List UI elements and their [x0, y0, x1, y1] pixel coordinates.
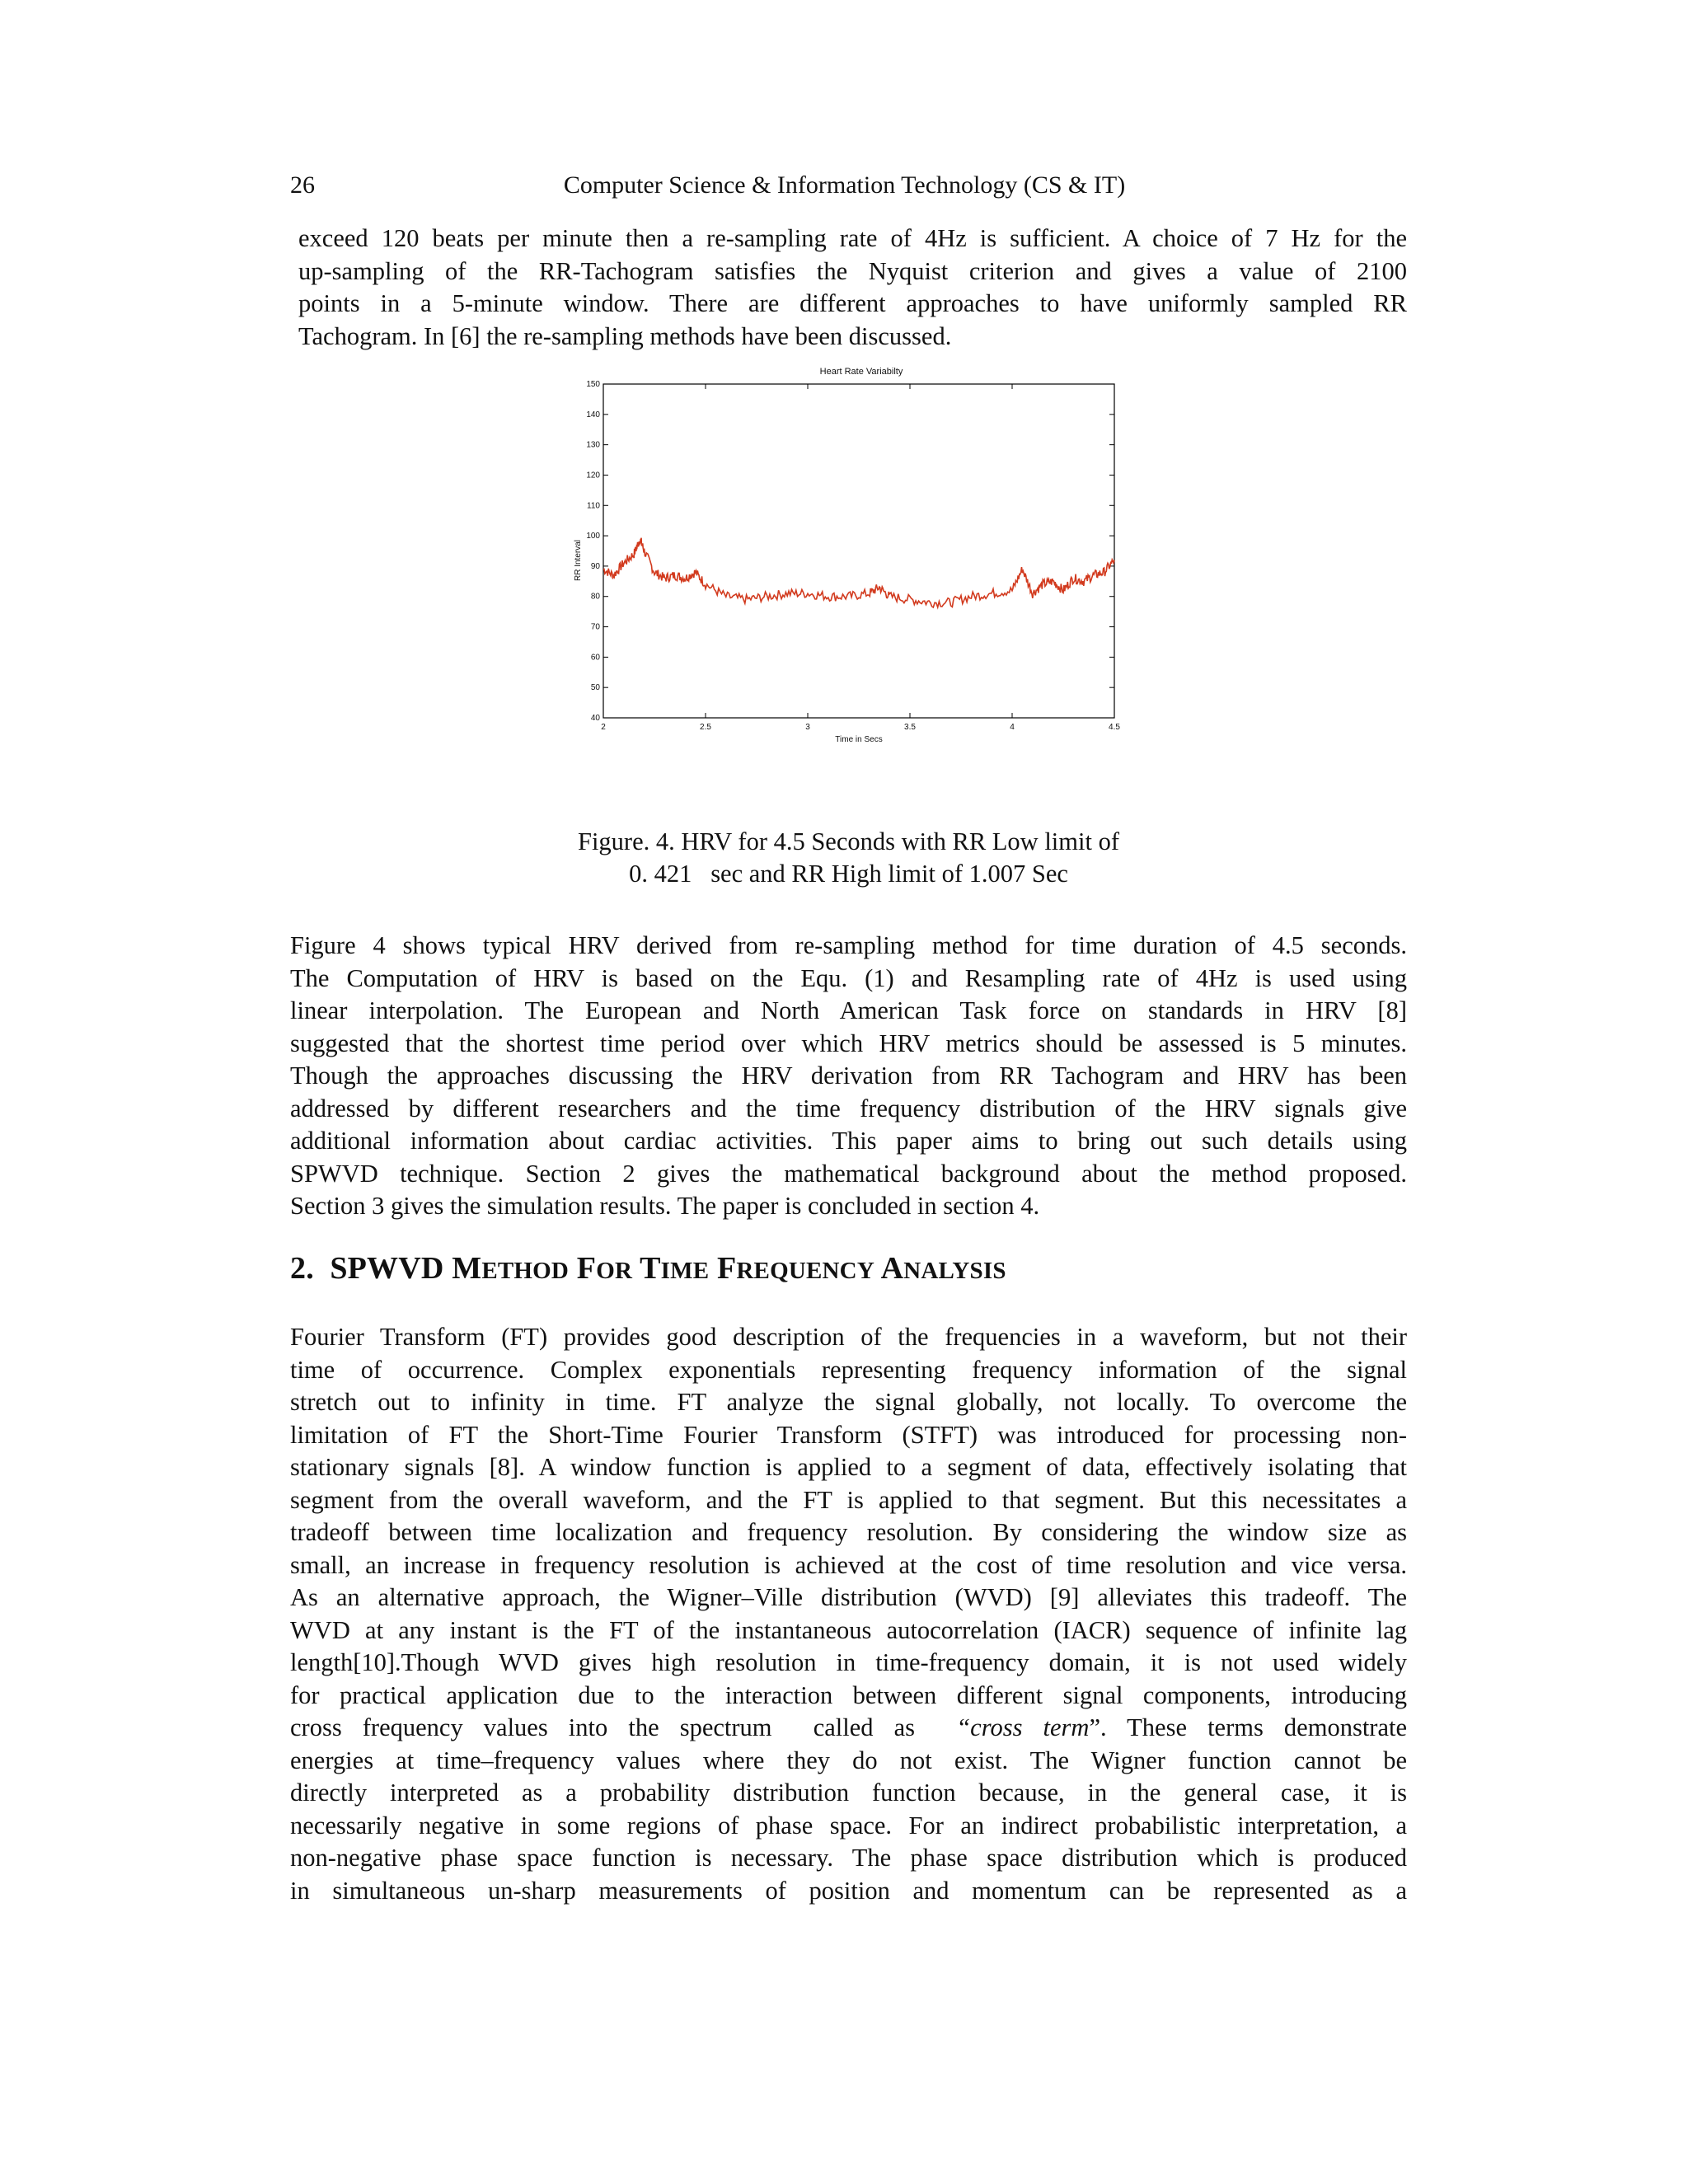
- y-tick-label: 130: [586, 440, 600, 450]
- text-line: stationary signals [8]. A window function is applied to a segment of data, effectively isolating that: [290, 1453, 1407, 1481]
- text-line: time of occurrence. Complex exponentials representing frequency information of the signal: [290, 1355, 1407, 1384]
- text-line: non-negative phase space function is necessary. The phase space distribution which is produced: [290, 1844, 1407, 1872]
- figure-caption: [290, 826, 1407, 890]
- text-line: energies at time–frequency values where they do not exist. The Wigner function cannot be: [290, 1746, 1407, 1774]
- chart-title: Heart Rate Variabilty: [819, 367, 903, 377]
- text-line: up-sampling of the RR-Tachogram satisfies the Nyquist criterion and gives a value of 2100: [298, 256, 1407, 285]
- text-line: SPWVD technique. Section 2 gives the mathematical background about the method proposed.: [290, 1159, 1407, 1188]
- text-line: small, an increase in frequency resolution is achieved at the cost of time resolution and vice versa.: [290, 1550, 1407, 1579]
- text-line: for practical application due to the interaction between different signal components, introducing: [290, 1680, 1407, 1709]
- text-line: [290, 1712, 1407, 1745]
- text-line: stretch out to infinity in time. FT analyze the signal globally, not locally. To overcome the: [290, 1388, 1407, 1416]
- text-line: suggested that the shortest time period over which HRV metrics should be assessed is 5 minutes.: [290, 1029, 1407, 1057]
- heading-word: SPWVD: [330, 1251, 444, 1286]
- text-line: Section 3 gives the simulation results. The paper is concluded in section 4.: [290, 1192, 1040, 1220]
- heading-cap: F: [716, 1251, 737, 1286]
- text-line: Figure 4 shows typical HRV derived from re-sampling method for time duration of 4.5 seconds.: [290, 931, 1407, 959]
- journal-title: Computer Science & Information Technology (CS & IT): [563, 171, 1126, 199]
- heading-cap: M: [452, 1251, 482, 1286]
- text-line: additional information about cardiac activities. This paper aims to bring out such details using: [290, 1127, 1407, 1155]
- text-line: The Computation of HRV is based on the Equ. (1) and Resampling rate of 4Hz is used using: [290, 963, 1407, 992]
- italic-term: “cross term: [956, 1713, 1090, 1741]
- y-tick-label: 80: [590, 592, 600, 602]
- text-line: Though the approaches discussing the HRV derivation from RR Tachogram and HRV has been: [290, 1062, 1407, 1090]
- y-tick-label: 90: [590, 561, 600, 571]
- heading-cap: A: [880, 1251, 904, 1286]
- text-line: WVD at any instant is the FT of the instantaneous autocorrelation (IACR) sequence of infinite lag: [290, 1615, 1407, 1644]
- caption-line: Figure. 4. HRV for 4.5 Seconds with RR Low limit of: [578, 827, 1119, 855]
- section-heading: [290, 1250, 1006, 1286]
- y-tick-label: 50: [590, 683, 600, 693]
- y-tick-label: 140: [586, 410, 600, 419]
- text-line: linear interpolation. The European and North American Task force on standards in HRV [8]: [290, 996, 1407, 1024]
- y-tick-label: 150: [586, 380, 600, 389]
- hrv-series-line: [603, 538, 1114, 607]
- hrv-figure: [560, 363, 1137, 791]
- text-line: points in a 5-minute window. There are different approaches to have uniformly sampled RR: [298, 289, 1407, 317]
- y-tick-label: 60: [590, 653, 600, 663]
- text-line: tradeoff between time localization and frequency resolution. By considering the window size as: [290, 1518, 1407, 1546]
- x-tick-label: 4: [1010, 723, 1015, 732]
- section-paragraph: [290, 1321, 1407, 1907]
- y-tick-label: 120: [586, 471, 600, 480]
- text-line: limitation of FT the Short-Time Fourier Transform (STFT) was introduced for processing non-: [290, 1420, 1407, 1449]
- plot-area: [603, 384, 1114, 718]
- y-tick-label: 100: [586, 532, 600, 541]
- heading-smallcaps: NALYSIS: [903, 1258, 1006, 1284]
- caption-line: 0. 421 sec and RR High limit of 1.007 Sec: [629, 860, 1068, 888]
- text-line: necessarily negative in some regions of phase space. For an indirect probabilistic interpretation, a: [290, 1811, 1407, 1840]
- y-tick-label: 40: [590, 714, 600, 723]
- heading-cap: T: [640, 1251, 661, 1286]
- x-tick-label: 2: [601, 723, 606, 732]
- heading-cap: F: [576, 1251, 597, 1286]
- heading-smallcaps: REQUENCY: [736, 1258, 874, 1284]
- y-axis-label: RR Interval: [574, 539, 583, 582]
- x-tick-label: 2.5: [700, 723, 711, 732]
- axis-ticks: [586, 380, 1120, 732]
- heading-smallcaps: ETHOD: [481, 1258, 570, 1284]
- section-number: 2.: [290, 1251, 314, 1286]
- x-axis-label: Time in Secs: [835, 735, 883, 744]
- x-tick-label: 4.5: [1109, 723, 1120, 732]
- text-line: in simultaneous un-sharp measurements of position and momentum can be represented as a: [290, 1876, 1407, 1905]
- heading-smallcaps: IME: [660, 1258, 710, 1284]
- text-line: segment from the overall waveform, and the FT is applied to that segment. But this necessitates a: [290, 1485, 1407, 1514]
- text-fragment: cross frequency values into the spectrum called as: [290, 1713, 936, 1741]
- heading-smallcaps: OR: [596, 1258, 633, 1284]
- text-line: addressed by different researchers and the time frequency distribution of the HRV signals give: [290, 1094, 1407, 1122]
- text-line: length[10].Though WVD gives high resolution in time-frequency domain, it is not used widely: [290, 1648, 1407, 1676]
- text-line: directly interpreted as a probability distribution function because, in the general case, it is: [290, 1779, 1407, 1807]
- page-number: 26: [290, 171, 315, 199]
- x-tick-label: 3: [805, 723, 810, 732]
- text-line: Fourier Transform (FT) provides good description of the frequencies in a waveform, but not their: [290, 1323, 1407, 1351]
- body-paragraph: [290, 930, 1407, 1223]
- y-tick-label: 110: [587, 501, 600, 511]
- x-tick-label: 3.5: [904, 723, 916, 732]
- hrv-chart: [560, 363, 1137, 791]
- text-line: As an alternative approach, the Wigner–Ville distribution (WVD) [9] alleviates this tradeoff. The: [290, 1583, 1407, 1611]
- y-tick-label: 70: [590, 622, 600, 632]
- intro-paragraph: [298, 223, 1407, 353]
- text-line: Tachogram. In [6] the re-sampling methods have been discussed.: [298, 321, 952, 350]
- text-fragment: ”. These terms demonstrate: [1089, 1713, 1407, 1741]
- page-header: [290, 171, 1399, 204]
- text-line: exceed 120 beats per minute then a re-sampling rate of 4Hz is sufficient. A choice of 7 Hz for the: [298, 224, 1407, 252]
